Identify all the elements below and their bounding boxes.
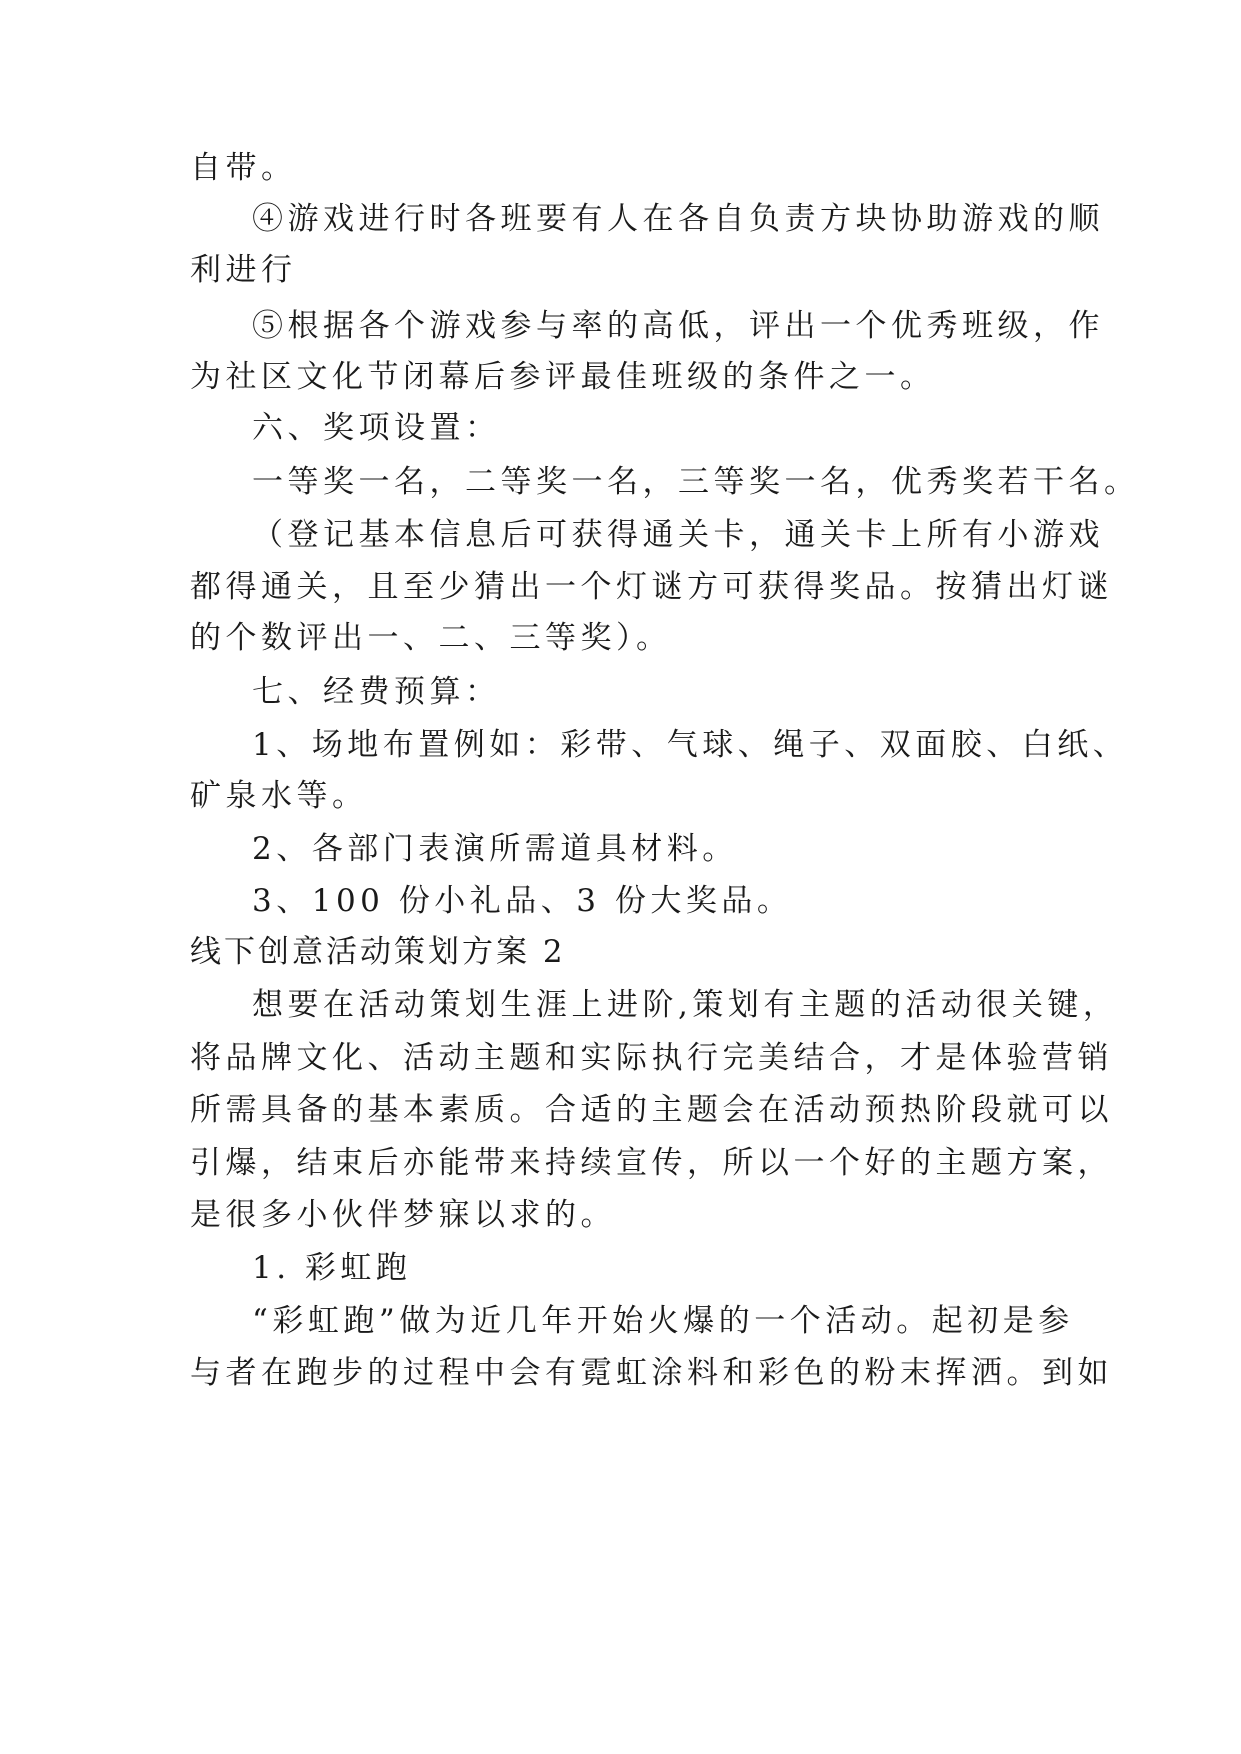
text-line: 都得通关，且至少猜出一个灯谜方可获得奖品。按猜出灯谜	[190, 569, 1113, 605]
text-line: 引爆，结束后亦能带来持续宣传，所以一个好的主题方案，	[190, 1145, 1113, 1181]
text-line: ④游戏进行时各班要有人在各自负责方块协助游戏的顺	[252, 201, 1104, 237]
document-title: 线下创意活动策划方案 2	[190, 934, 566, 970]
text-line: 3、100 份小礼品、3 份大奖品。	[252, 883, 793, 919]
text-line: ⑤根据各个游戏参与率的高低，评出一个优秀班级，作	[252, 308, 1104, 344]
text-line: 的个数评出一、二、三等奖）。	[190, 620, 672, 656]
text-line: 想要在活动策划生涯上进阶,策划有主题的活动很关键，	[252, 987, 1119, 1023]
text-line: 将品牌文化、活动主题和实际执行完美结合，才是体验营销	[190, 1040, 1113, 1076]
text-line: 1、场地布置例如：彩带、气球、绳子、双面胶、白纸、	[252, 727, 1129, 763]
text-line: “彩虹跑”做为近几年开始火爆的一个活动。起初是参	[252, 1303, 1074, 1339]
text-line: 利进行	[190, 252, 297, 288]
subsection-heading: 1. 彩虹跑	[252, 1250, 412, 1286]
text-line: 一等奖一名，二等奖一名，三等奖一名，优秀奖若干名。	[252, 464, 1140, 500]
text-line: 是很多小伙伴梦寐以求的。	[190, 1197, 616, 1233]
text-line: 所需具备的基本素质。合适的主题会在活动预热阶段就可以	[190, 1092, 1113, 1128]
section-heading: 七、经费预算：	[252, 674, 501, 710]
text-line: 为社区文化节闭幕后参评最佳班级的条件之一。	[190, 359, 936, 395]
text-line: （登记基本信息后可获得通关卡，通关卡上所有小游戏	[252, 517, 1104, 553]
text-line: 矿泉水等。	[190, 778, 368, 814]
text-line: 与者在跑步的过程中会有霓虹涂料和彩色的粉末挥洒。到如	[190, 1355, 1113, 1391]
text-line: 2、各部门表演所需道具材料。	[252, 831, 738, 867]
text-line: 自带。	[190, 150, 297, 186]
section-heading: 六、奖项设置：	[252, 410, 501, 446]
